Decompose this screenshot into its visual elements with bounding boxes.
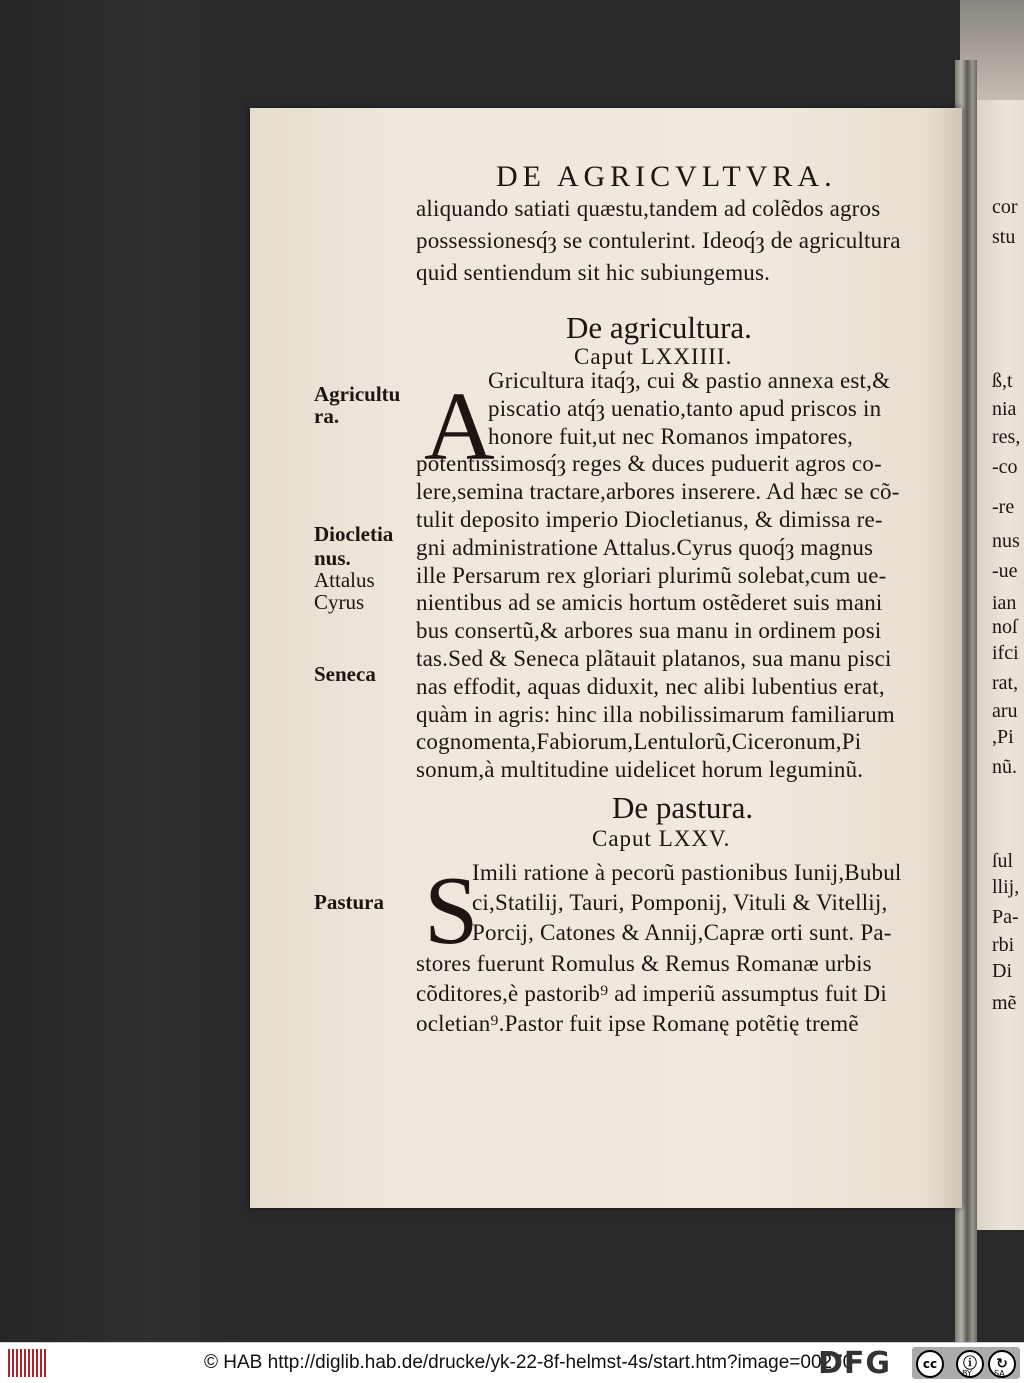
text-line: Gricultura itaq́ȝ, cui & pastio annexa est,& <box>488 368 891 393</box>
text-line: cõditores,è pastorib⁹ ad imperiũ assumptus fuit Di <box>416 980 887 1006</box>
text-line: ille Persarum rex gloriari plurimũ solebat,cum ue- <box>416 562 887 588</box>
text-line: quid sentiendum sit hic subiungemus. <box>416 260 771 285</box>
next-page-fragment: stu <box>992 226 1016 248</box>
section-heading-pastura: De pastura. <box>612 790 754 825</box>
text-line: tas.Sed & Seneca plãtauit platanos, sua manu pisci <box>416 646 892 671</box>
dfg-logo[interactable]: DFG <box>818 1346 892 1381</box>
footer-bar <box>0 1342 1024 1383</box>
cc-license-badge[interactable] <box>912 1347 1020 1379</box>
margin-note: Seneca <box>314 662 376 686</box>
next-page-fragment: mẽ <box>992 992 1017 1014</box>
text-line: sonum,à multitudine uidelicet horum leguminũ. <box>416 757 864 783</box>
text-line: tulit deposito imperio Diocletianus, & dimissa re- <box>416 507 883 532</box>
next-page-fragment: llij, <box>992 876 1020 898</box>
drop-cap-s: S <box>424 857 479 965</box>
margin-note: nus. <box>314 546 351 570</box>
text-line: gni administratione Attalus.Cyrus quoq́ȝ magnus <box>416 534 874 560</box>
next-page-fragment: nũ. <box>992 756 1017 778</box>
text-line: bus consertũ,& arbores sua manu in ordinem posi <box>416 618 882 644</box>
margin-note: Attalus <box>314 568 375 592</box>
by-person-icon: ⓘ <box>956 1350 984 1378</box>
chapter-number-75: Caput LXXV. <box>592 826 731 851</box>
next-page-fragment: ſul <box>992 850 1014 872</box>
margin-note: Cyrus <box>314 590 365 614</box>
next-page-fragment: Di <box>992 960 1012 982</box>
copyright-link[interactable]: © HAB http://diglib.hab.de/drucke/yk-22-8f-helmst-4s/start.htm?image=00270 <box>204 1352 854 1373</box>
sa-label: SA <box>994 1369 1005 1378</box>
next-page-fragment: ß,t <box>992 370 1013 392</box>
margin-note: Pastura <box>314 890 384 914</box>
text-line: aliquando satiati quæstu,tandem ad colẽdos agros <box>416 196 881 221</box>
next-page-fragment: aru <box>992 700 1018 722</box>
text-line: potentissimosq́ȝ reges & duces puduerit agros co- <box>416 451 882 477</box>
scanner-background <box>0 0 250 1342</box>
next-page-fragment: nus <box>992 530 1020 552</box>
text-line: Imili ratione à pecorũ pastionibus Iunij,Bubul <box>472 860 902 885</box>
hab-logo-icon[interactable] <box>8 1349 48 1377</box>
next-page-fragment: rbi <box>992 934 1015 956</box>
section-heading-agricultura: De agricultura. <box>566 310 752 345</box>
next-page-fragment: nia <box>992 398 1017 420</box>
next-page-fragment: cor <box>992 196 1018 218</box>
next-page-fragment: ,Pi <box>992 726 1014 748</box>
margin-note: Diocletia <box>314 522 394 546</box>
next-page-fragment: -ue <box>992 560 1018 582</box>
text-line: nientibus ad se amicis hortum ostẽderet suis mani <box>416 590 883 616</box>
next-page-fragment: Pa- <box>992 906 1019 928</box>
next-page-fragment: -co <box>992 456 1018 478</box>
next-page-fragment: noſ <box>992 616 1018 638</box>
by-label: BY <box>962 1369 972 1378</box>
next-page-fragment: ifci <box>992 642 1019 664</box>
next-page-fragment: rat, <box>992 672 1019 694</box>
text-line: piscatio atq́ȝ uenatio,tanto apud priscos in <box>488 395 882 421</box>
text-line: ci,Statilij, Tauri, Pomponij, Vituli & Vitellij, <box>472 890 888 916</box>
text-line: cognomenta,Fabiorum,Lentulorũ,Ciceronum,Pi <box>416 729 862 755</box>
text-line: possessionesq́ȝ se contulerint. Ideoq́ȝ de agricultura <box>416 228 901 253</box>
next-page-fragment: -re <box>992 496 1015 518</box>
cc-icon: cc <box>916 1350 944 1378</box>
text-line: lere,semina tractare,arbores inserere. Ad hæc se cõ- <box>416 479 900 505</box>
chapter-number-74: Caput LXXIIII. <box>574 344 733 369</box>
text-line: Porcij, Catones & Annij,Capræ orti sunt. Pa- <box>472 920 892 946</box>
margin-note: ra. <box>314 404 340 428</box>
next-page-fragment: ian <box>992 592 1017 614</box>
next-page-fragment: res, <box>992 426 1021 448</box>
running-header: DE AGRICVLTVRA. <box>496 160 837 193</box>
drop-cap-a: A <box>424 373 495 481</box>
text-line: ocletian⁹.Pastor fuit ipse Romanę potẽtię tremẽ <box>416 1011 859 1036</box>
text-line: stores fuerunt Romulus & Remus Romanæ urbis <box>416 950 872 976</box>
text-line: nas effodit, aquas diduxit, nec alibi lubentius erat, <box>416 673 885 699</box>
next-page-edge <box>977 100 1024 1230</box>
text-line: honore fuit,ut nec Romanos impatores, <box>488 423 854 449</box>
margin-note: Agricultu <box>314 382 401 406</box>
text-line: quàm in agris: hinc illa nobilissimarum familiarum <box>416 701 895 727</box>
share-alike-icon: ↻ <box>988 1350 1016 1378</box>
